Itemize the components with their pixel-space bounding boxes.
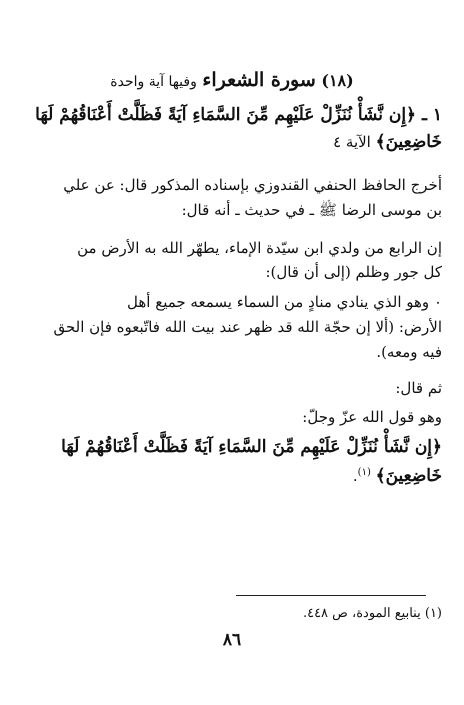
footnote-divider: [236, 595, 426, 596]
para-1-line-2: بن موسى الرضا ﷺ ـ في حديث ـ أنه قال:: [181, 201, 442, 219]
verse-2-line-2: [22, 463, 442, 486]
para-3-line-2: الأرض: (ألا إن حجّة الله قد ظهر عند بيت الله فاتّبعوه فإن الحق: [53, 318, 442, 336]
para-3-line-1: ٠ وهو الذي ينادي منادٍ من السماء يسمعه جميع أهل: [127, 293, 442, 311]
footnote-marker: (١): [357, 467, 371, 478]
footnote-text: (١) ينابيع المودة، ص ٤٤٨.: [302, 606, 442, 621]
surah-name: سورة الشعراء: [202, 69, 316, 91]
para-1-line-1: أخرج الحافظ الحنفي القندوزي بإسناده المذكور قال: عن علي: [63, 176, 442, 194]
verse-1-text-2: خَاضِعِينَ﴾: [375, 132, 442, 152]
verse-1-reference: الآية ٤: [333, 133, 371, 151]
para-4-line-1: ثم قال:: [395, 379, 442, 397]
surah-heading: [22, 70, 442, 92]
para-2-line-1: إن الرابع من ولدي ابن سيّدة الإماء، يطهّر الله به الأرض من: [77, 239, 442, 257]
para-5-line-1: وهو قول الله عزّ وجلّ:: [302, 408, 442, 426]
verse-1-text-1: ﴿إِن نَّشَأْ نُنَزِّلْ عَلَيْهِم مِّنَ السَّمَاءِ آيَةً فَظَلَّتْ أَعْنَاقُهُمْ لَهَا: [35, 105, 417, 125]
verse-1-line-1: [22, 105, 442, 125]
verse-1-number: ١ ـ: [421, 105, 442, 125]
verse-2-end: .: [352, 467, 358, 485]
verse-1-line-2: [22, 132, 442, 152]
para-3-line-3: فيه ومعه).: [376, 343, 442, 361]
verse-2-text-2: خَاضِعِينَ﴾: [375, 466, 442, 486]
verse-2-line-1: ﴿إِن نَّشَأْ نُنَزِّلْ عَلَيْهِم مِّنَ السَّمَاءِ آيَةً فَظَلَّتْ أَعْنَاقُهُمْ لَهَا: [61, 437, 442, 457]
surah-note: وفيها آية واحدة: [110, 74, 197, 90]
para-2-line-2: كل جور وظلم (إلى أن قال):: [265, 263, 442, 281]
page-number: ٨٦: [222, 630, 242, 650]
surah-number: (١٨): [321, 71, 354, 90]
